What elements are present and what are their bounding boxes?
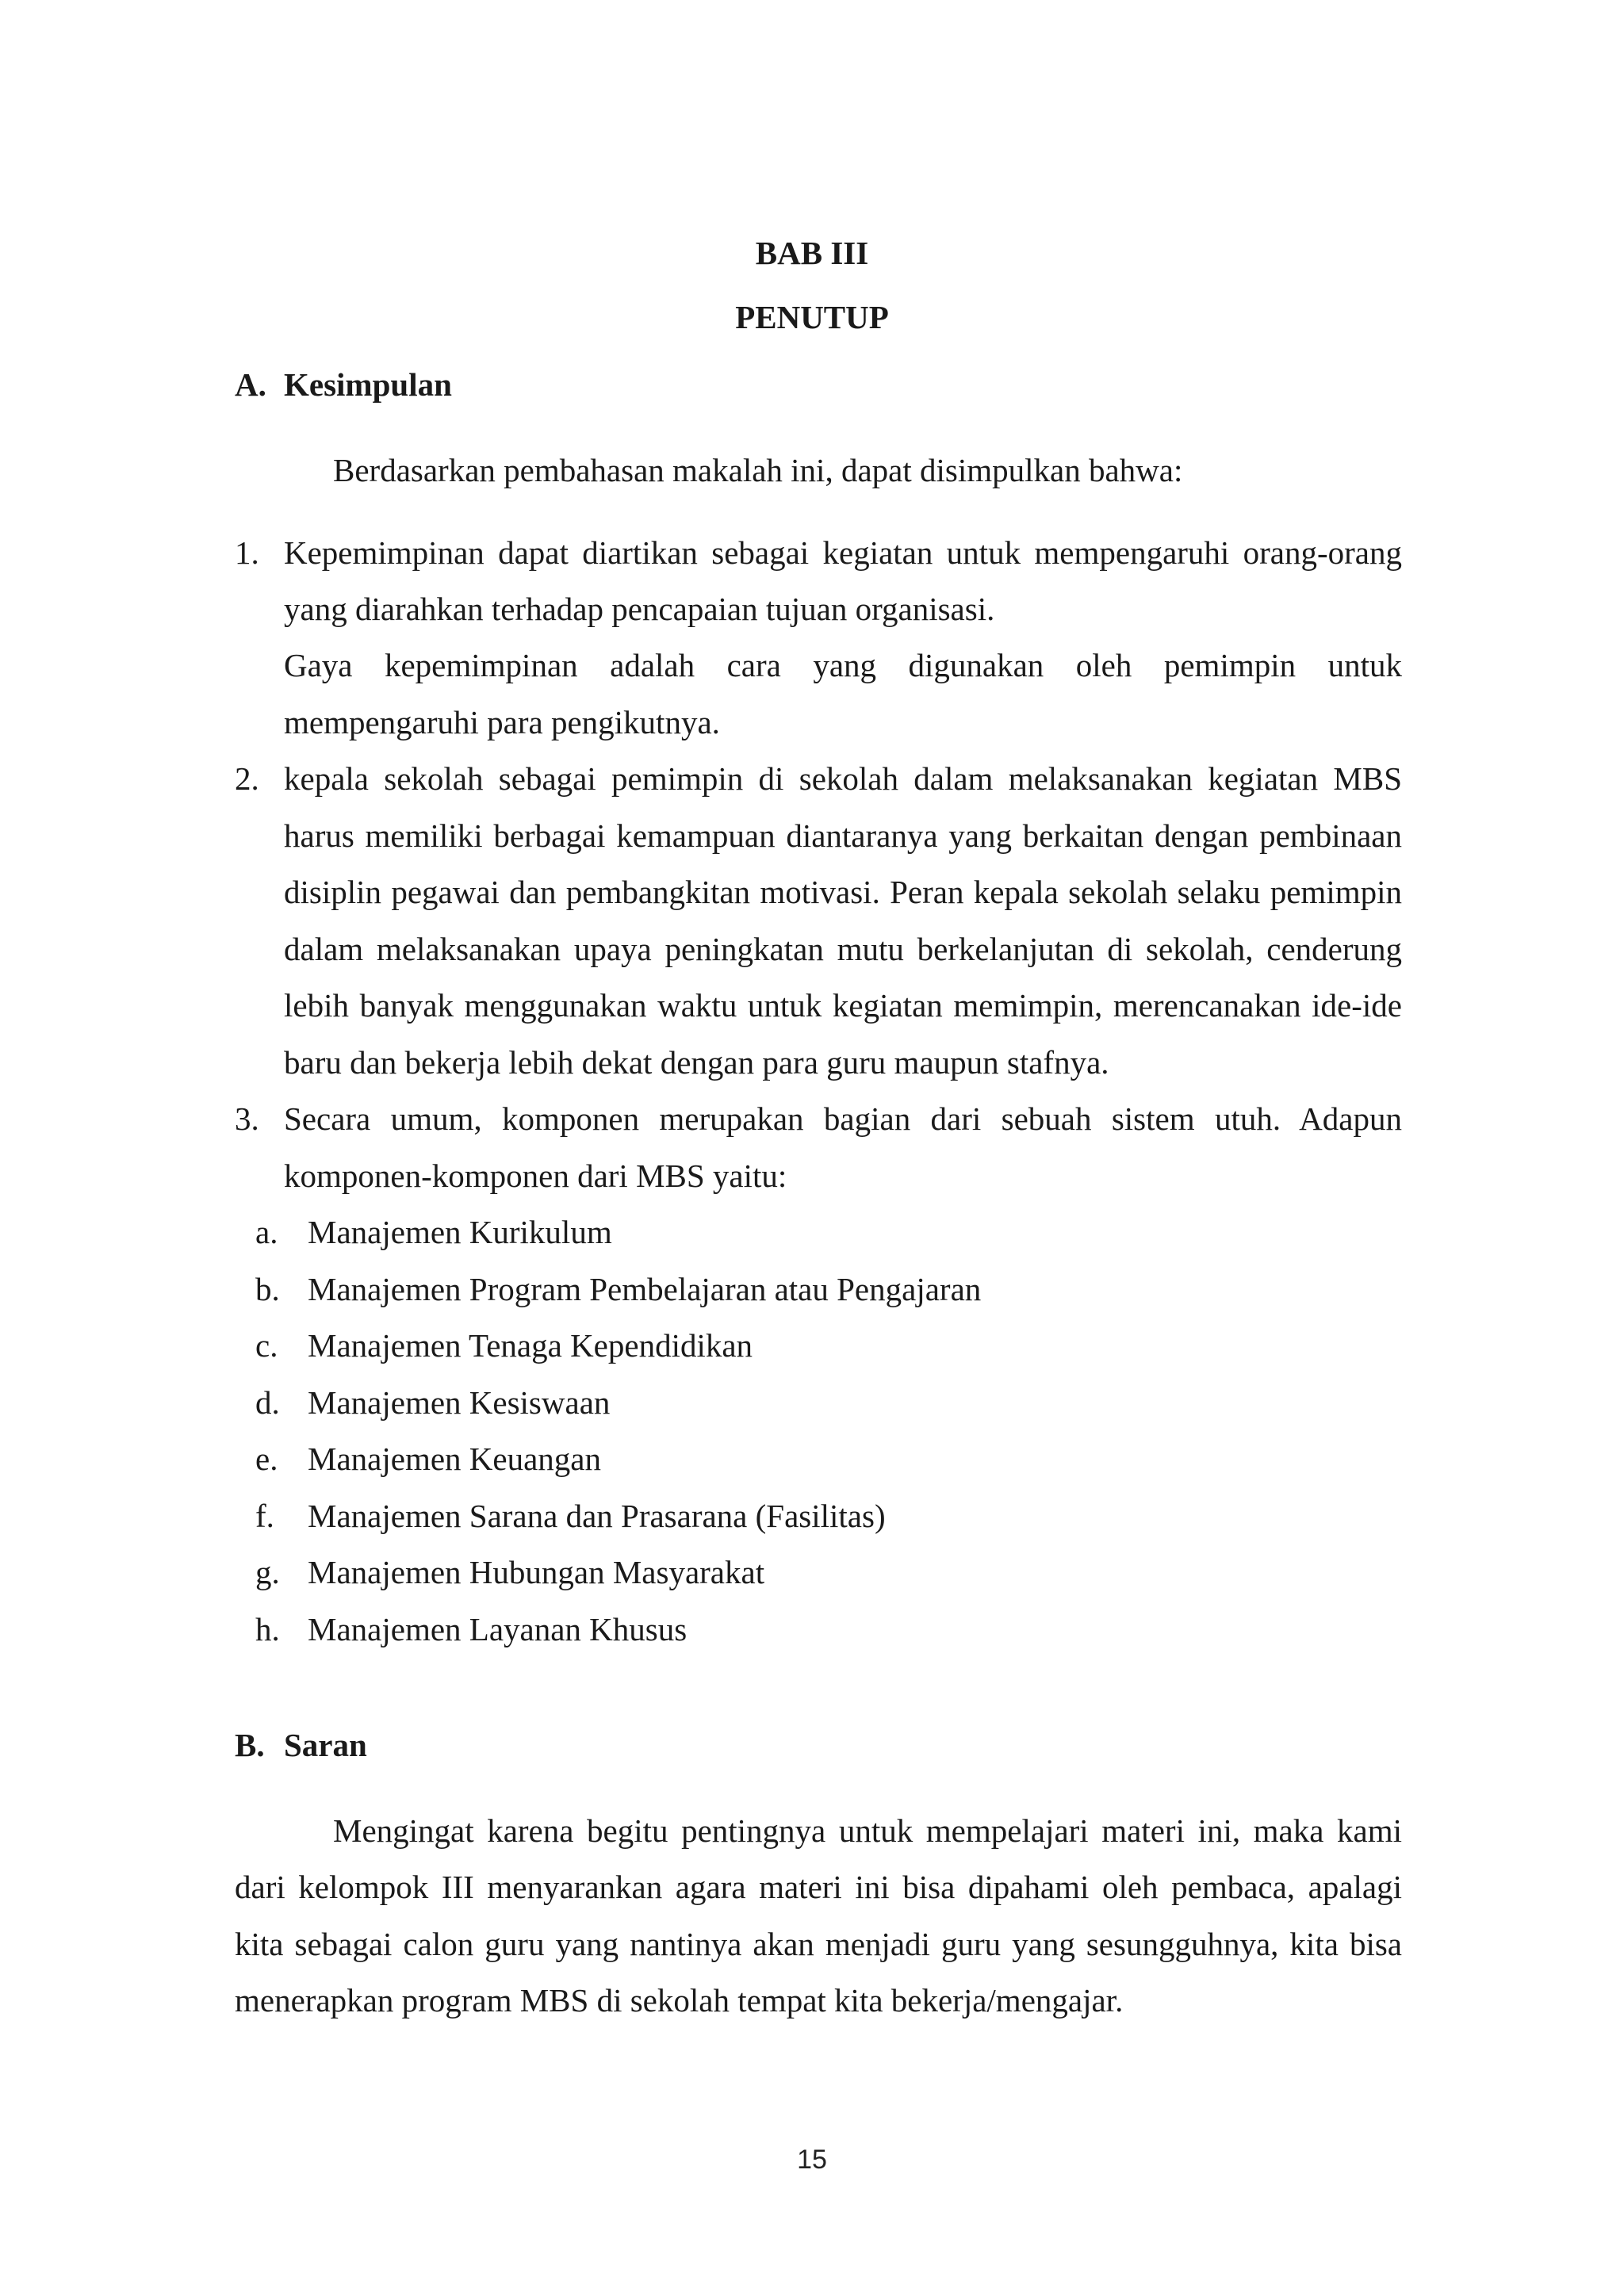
list-item-line: Kepemimpinan dapat diartikan sebagai kegiatan untuk mempengaruhi orang-orang (284, 534, 1402, 571)
list-item-line: kepala sekolah sebagai pemimpin di sekolah dalam melaksanakan kegiatan MBS (284, 760, 1402, 797)
sub-item-letter: e. (255, 1441, 278, 1477)
sub-item-letter: b. (255, 1271, 280, 1307)
section-a-label: A. (235, 366, 266, 403)
list-item-line: dalam melaksanakan upaya peningkatan mutu berkelanjutan di sekolah, cenderung (284, 931, 1402, 967)
section-a-title: Kesimpulan (284, 366, 452, 403)
list-item-line: disiplin pegawai dan pembangkitan motivasi. Peran kepala sekolah selaku pemimpin (284, 874, 1402, 910)
page-number: 15 (797, 2145, 827, 2175)
list-item-line: Secara umum, komponen merupakan bagian dari sebuah sistem utuh. Adapun (284, 1100, 1402, 1137)
list-item-line: baru dan bekerja lebih dekat dengan para guru maupun stafnya. (284, 1044, 1109, 1081)
paragraph-line: Mengingat karena begitu pentingnya untuk mempelajari materi ini, maka kami (333, 1812, 1402, 1849)
sub-item-text: Manajemen Kesiswaan (308, 1384, 611, 1421)
chapter-number: BAB III (755, 235, 869, 271)
sub-item-text: Manajemen Sarana dan Prasarana (Fasilitas) (308, 1498, 886, 1534)
sub-item-letter: d. (255, 1384, 280, 1421)
paragraph-line: menerapkan program MBS di sekolah tempat kita bekerja/mengajar. (235, 1982, 1124, 2019)
sub-item-text: Manajemen Program Pembelajaran atau Pengajaran (308, 1271, 982, 1307)
list-item-line: komponen-komponen dari MBS yaitu: (284, 1158, 787, 1194)
section-b-title: Saran (284, 1727, 367, 1763)
list-item-line: mempengaruhi para pengikutnya. (284, 704, 720, 740)
sub-item-letter: a. (255, 1214, 278, 1250)
sub-item-text: Manajemen Keuangan (308, 1441, 601, 1477)
sub-item-letter: g. (255, 1554, 280, 1590)
section-b-label: B. (235, 1727, 265, 1763)
list-item-number: 2. (235, 760, 259, 797)
paragraph-line: dari kelompok III menyarankan agara materi ini bisa dipahami oleh pembaca, apalagi (235, 1869, 1402, 1905)
sub-item-text: Manajemen Layanan Khusus (308, 1611, 688, 1647)
list-item-line: yang diarahkan terhadap pencapaian tujuan organisasi. (284, 591, 995, 627)
list-item-line: lebih banyak menggunakan waktu untuk kegiatan memimpin, merencanakan ide-ide (284, 987, 1402, 1024)
sub-item-text: Manajemen Kurikulum (308, 1214, 612, 1250)
sub-item-letter: h. (255, 1611, 280, 1647)
sub-item-letter: c. (255, 1327, 278, 1364)
section-a-heading (235, 365, 452, 404)
list-item-line: Gaya kepemimpinan adalah cara yang digunakan oleh pemimpin untuk (284, 647, 1402, 683)
section-b-heading (235, 1725, 367, 1765)
list-item-number: 1. (235, 534, 259, 571)
sub-item-text: Manajemen Tenaga Kependidikan (308, 1327, 753, 1364)
list-item-number: 3. (235, 1100, 259, 1137)
paragraph-line: kita sebagai calon guru yang nantinya akan menjadi guru yang sesungguhnya, kita bisa (235, 1926, 1402, 1962)
section-a-intro: Berdasarkan pembahasan makalah ini, dapat disimpulkan bahwa: (333, 452, 1183, 488)
list-item-line: harus memiliki berbagai kemampuan diantaranya yang berkaitan dengan pembinaan (284, 817, 1402, 854)
chapter-title: PENUTUP (735, 299, 889, 335)
sub-item-letter: f. (255, 1498, 274, 1534)
sub-item-text: Manajemen Hubungan Masyarakat (308, 1554, 765, 1590)
